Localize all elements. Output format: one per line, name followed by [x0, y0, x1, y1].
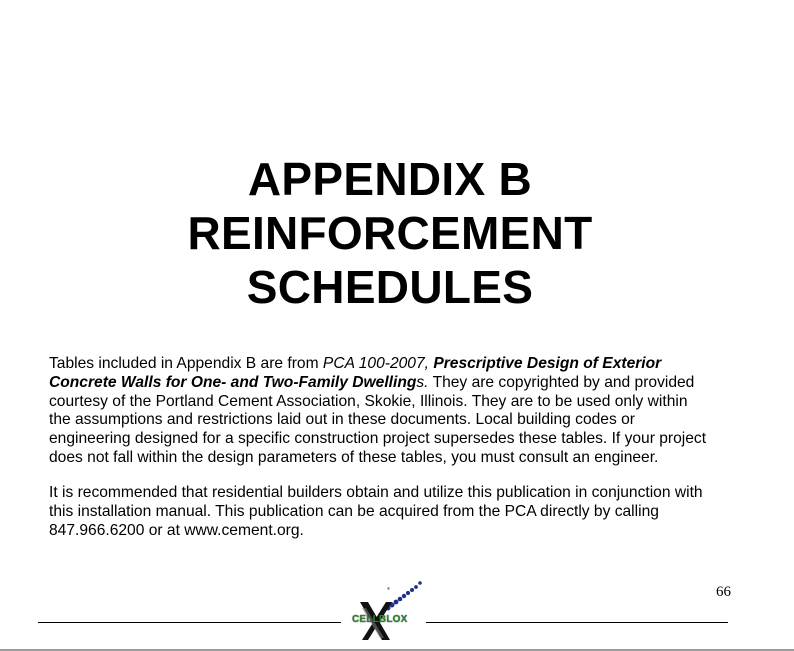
text-run: They are copyrighted by and provided: [428, 373, 695, 391]
publication-title-part-2: Concrete Walls for One- and Two-Family Dwelling: [49, 373, 417, 391]
cellblox-logo: [346, 578, 428, 644]
intro-paragraph: [49, 355, 749, 468]
paragraph-line: courtesy of the Portland Cement Association, Skokie, Illinois. They are to be used only within: [49, 392, 688, 410]
logo-trademark: ®: [387, 586, 390, 591]
page-heading: [0, 152, 780, 314]
paragraph-line: this installation manual. This publication can be acquired from the PCA directly by calling: [49, 502, 659, 520]
paragraph-line: engineering designed for a specific construction project supersedes these tables. If your project: [49, 430, 707, 448]
paragraph-line: [49, 355, 749, 374]
footer-rule-left: [38, 622, 341, 623]
paragraph-line: does not fall within the design parameters of these tables, you must consult an engineer.: [49, 448, 659, 466]
heading-line-reinforcement: REINFORCEMENT: [187, 207, 593, 259]
logo-dots: [386, 581, 422, 610]
paragraph-line: the assumptions and restrictions laid out in these documents. Local building codes or: [49, 411, 635, 429]
recommendation-paragraph: [49, 484, 749, 540]
heading-line-appendix: APPENDIX B: [247, 153, 533, 205]
text-run: Tables included in Appendix B are from: [49, 355, 323, 372]
heading-line-schedules: SCHEDULES: [246, 261, 534, 313]
logo-wordmark: CELLBLOX: [352, 614, 408, 625]
paragraph-line: [49, 374, 749, 393]
paragraph-line: It is recommended that residential builders obtain and utilize this publication in conjunction with: [49, 484, 703, 501]
cellblox-logo-icon: [346, 578, 428, 644]
page-number: 66: [716, 584, 731, 600]
publication-title-part-1: Prescriptive Design of Exterior: [433, 355, 662, 372]
footer-rule-right: [426, 622, 728, 623]
publication-title-suffix: s.: [416, 373, 429, 391]
paragraph-line: 847.966.6200 or at www.cement.org.: [49, 521, 304, 539]
publication-code: PCA 100-2007,: [322, 355, 434, 372]
